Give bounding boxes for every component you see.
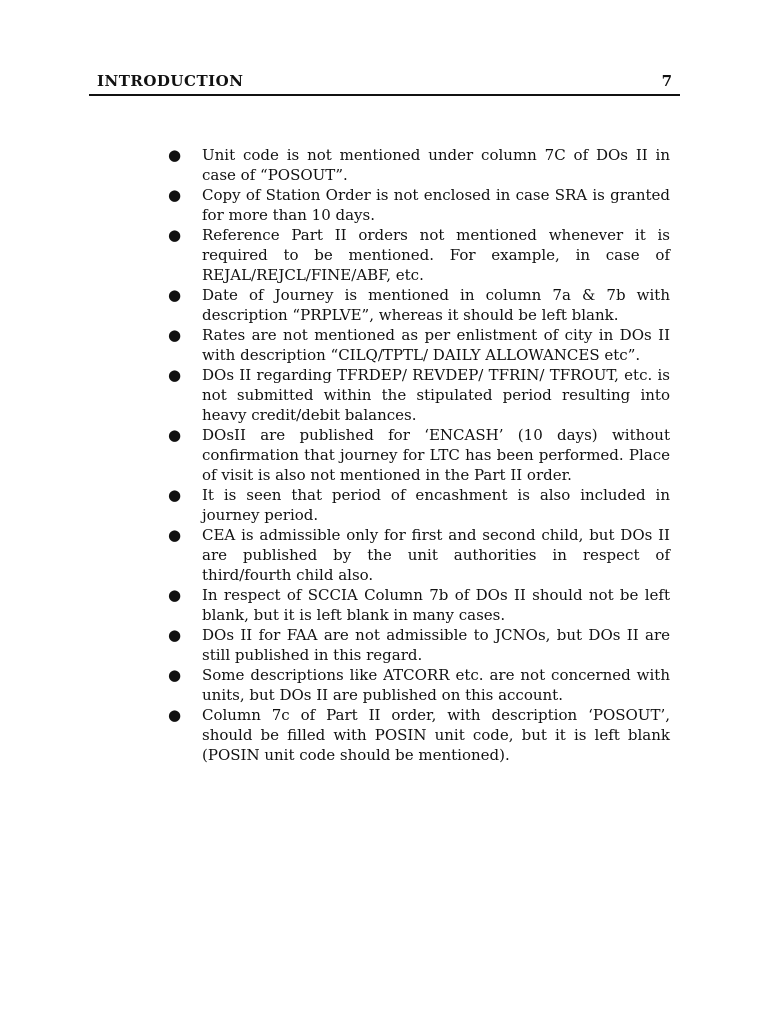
page-number: 7: [661, 72, 672, 90]
list-item: [166, 705, 670, 765]
list-item-text: Date of Journey is mentioned in column 7a & 7b with description “PRPLVE”, whereas it should be left blank.: [202, 286, 670, 324]
bullet-icon: ●: [168, 626, 182, 644]
list-item: [166, 145, 670, 185]
list-item: [166, 225, 670, 285]
bullet-icon: ●: [168, 706, 182, 724]
bullet-icon: ●: [168, 186, 182, 204]
bullet-icon: ●: [168, 586, 182, 604]
list-item: [166, 285, 670, 325]
list-item-text: DOs II for FAA are not admissible to JCNOs, but DOs II are still published in this regard.: [202, 626, 670, 664]
list-item: [166, 665, 670, 705]
bullet-icon: ●: [168, 326, 182, 344]
bullet-icon: ●: [168, 366, 182, 384]
list-item-text: DOsII are published for ‘ENCASH’ (10 days) without confirmation that journey for LTC has been performed. Place of visit is also not mentioned in the Part II order.: [202, 426, 670, 484]
list-item-text: Reference Part II orders not mentioned whenever it is required to be mentioned. For example, in case of REJAL/REJCL/FINE/ABF, etc.: [202, 226, 670, 284]
bullet-icon: ●: [168, 666, 182, 684]
list-item-text: Copy of Station Order is not enclosed in case SRA is granted for more than 10 days.: [202, 186, 670, 224]
bullet-icon: ●: [168, 526, 182, 544]
list-item: [166, 425, 670, 485]
bullet-icon: ●: [168, 286, 182, 304]
list-item: [166, 585, 670, 625]
section-title: INTRODUCTION: [97, 72, 244, 90]
list-item-text: DOs II regarding TFRDEP/ REVDEP/ TFRIN/ TFROUT, etc. is not submitted within the stipulated period resulting into heavy credit/debit balances.: [202, 366, 670, 424]
bullet-icon: ●: [168, 486, 182, 504]
page-header: [89, 70, 680, 96]
bullet-icon: ●: [168, 226, 182, 244]
list-item-text: Rates are not mentioned as per enlistment of city in DOs II with description “CILQ/TPTL/ DAILY ALLOWANCES etc”.: [202, 326, 670, 364]
bullet-icon: ●: [168, 426, 182, 444]
list-item-text: It is seen that period of encashment is also included in journey period.: [202, 486, 670, 524]
observation-list: [166, 145, 670, 765]
list-item: [166, 625, 670, 665]
list-item: [166, 185, 670, 225]
list-item-text: Unit code is not mentioned under column 7C of DOs II in case of “POSOUT”.: [202, 146, 670, 184]
list-item: [166, 525, 670, 585]
list-item: [166, 485, 670, 525]
list-item-text: Some descriptions like ATCORR etc. are not concerned with units, but DOs II are published on this account.: [202, 666, 670, 704]
list-item-text: CEA is admissible only for first and second child, but DOs II are published by the unit authorities in respect of third/fourth child also.: [202, 526, 670, 584]
bullet-icon: ●: [168, 146, 182, 164]
list-item: [166, 325, 670, 365]
list-item-text: Column 7c of Part II order, with description ‘POSOUT’, should be filled with POSIN unit code, but it is left blank (POSIN unit code should be mentioned).: [202, 706, 670, 764]
list-item: [166, 365, 670, 425]
list-item-text: In respect of SCCIA Column 7b of DOs II should not be left blank, but it is left blank in many cases.: [202, 586, 670, 624]
